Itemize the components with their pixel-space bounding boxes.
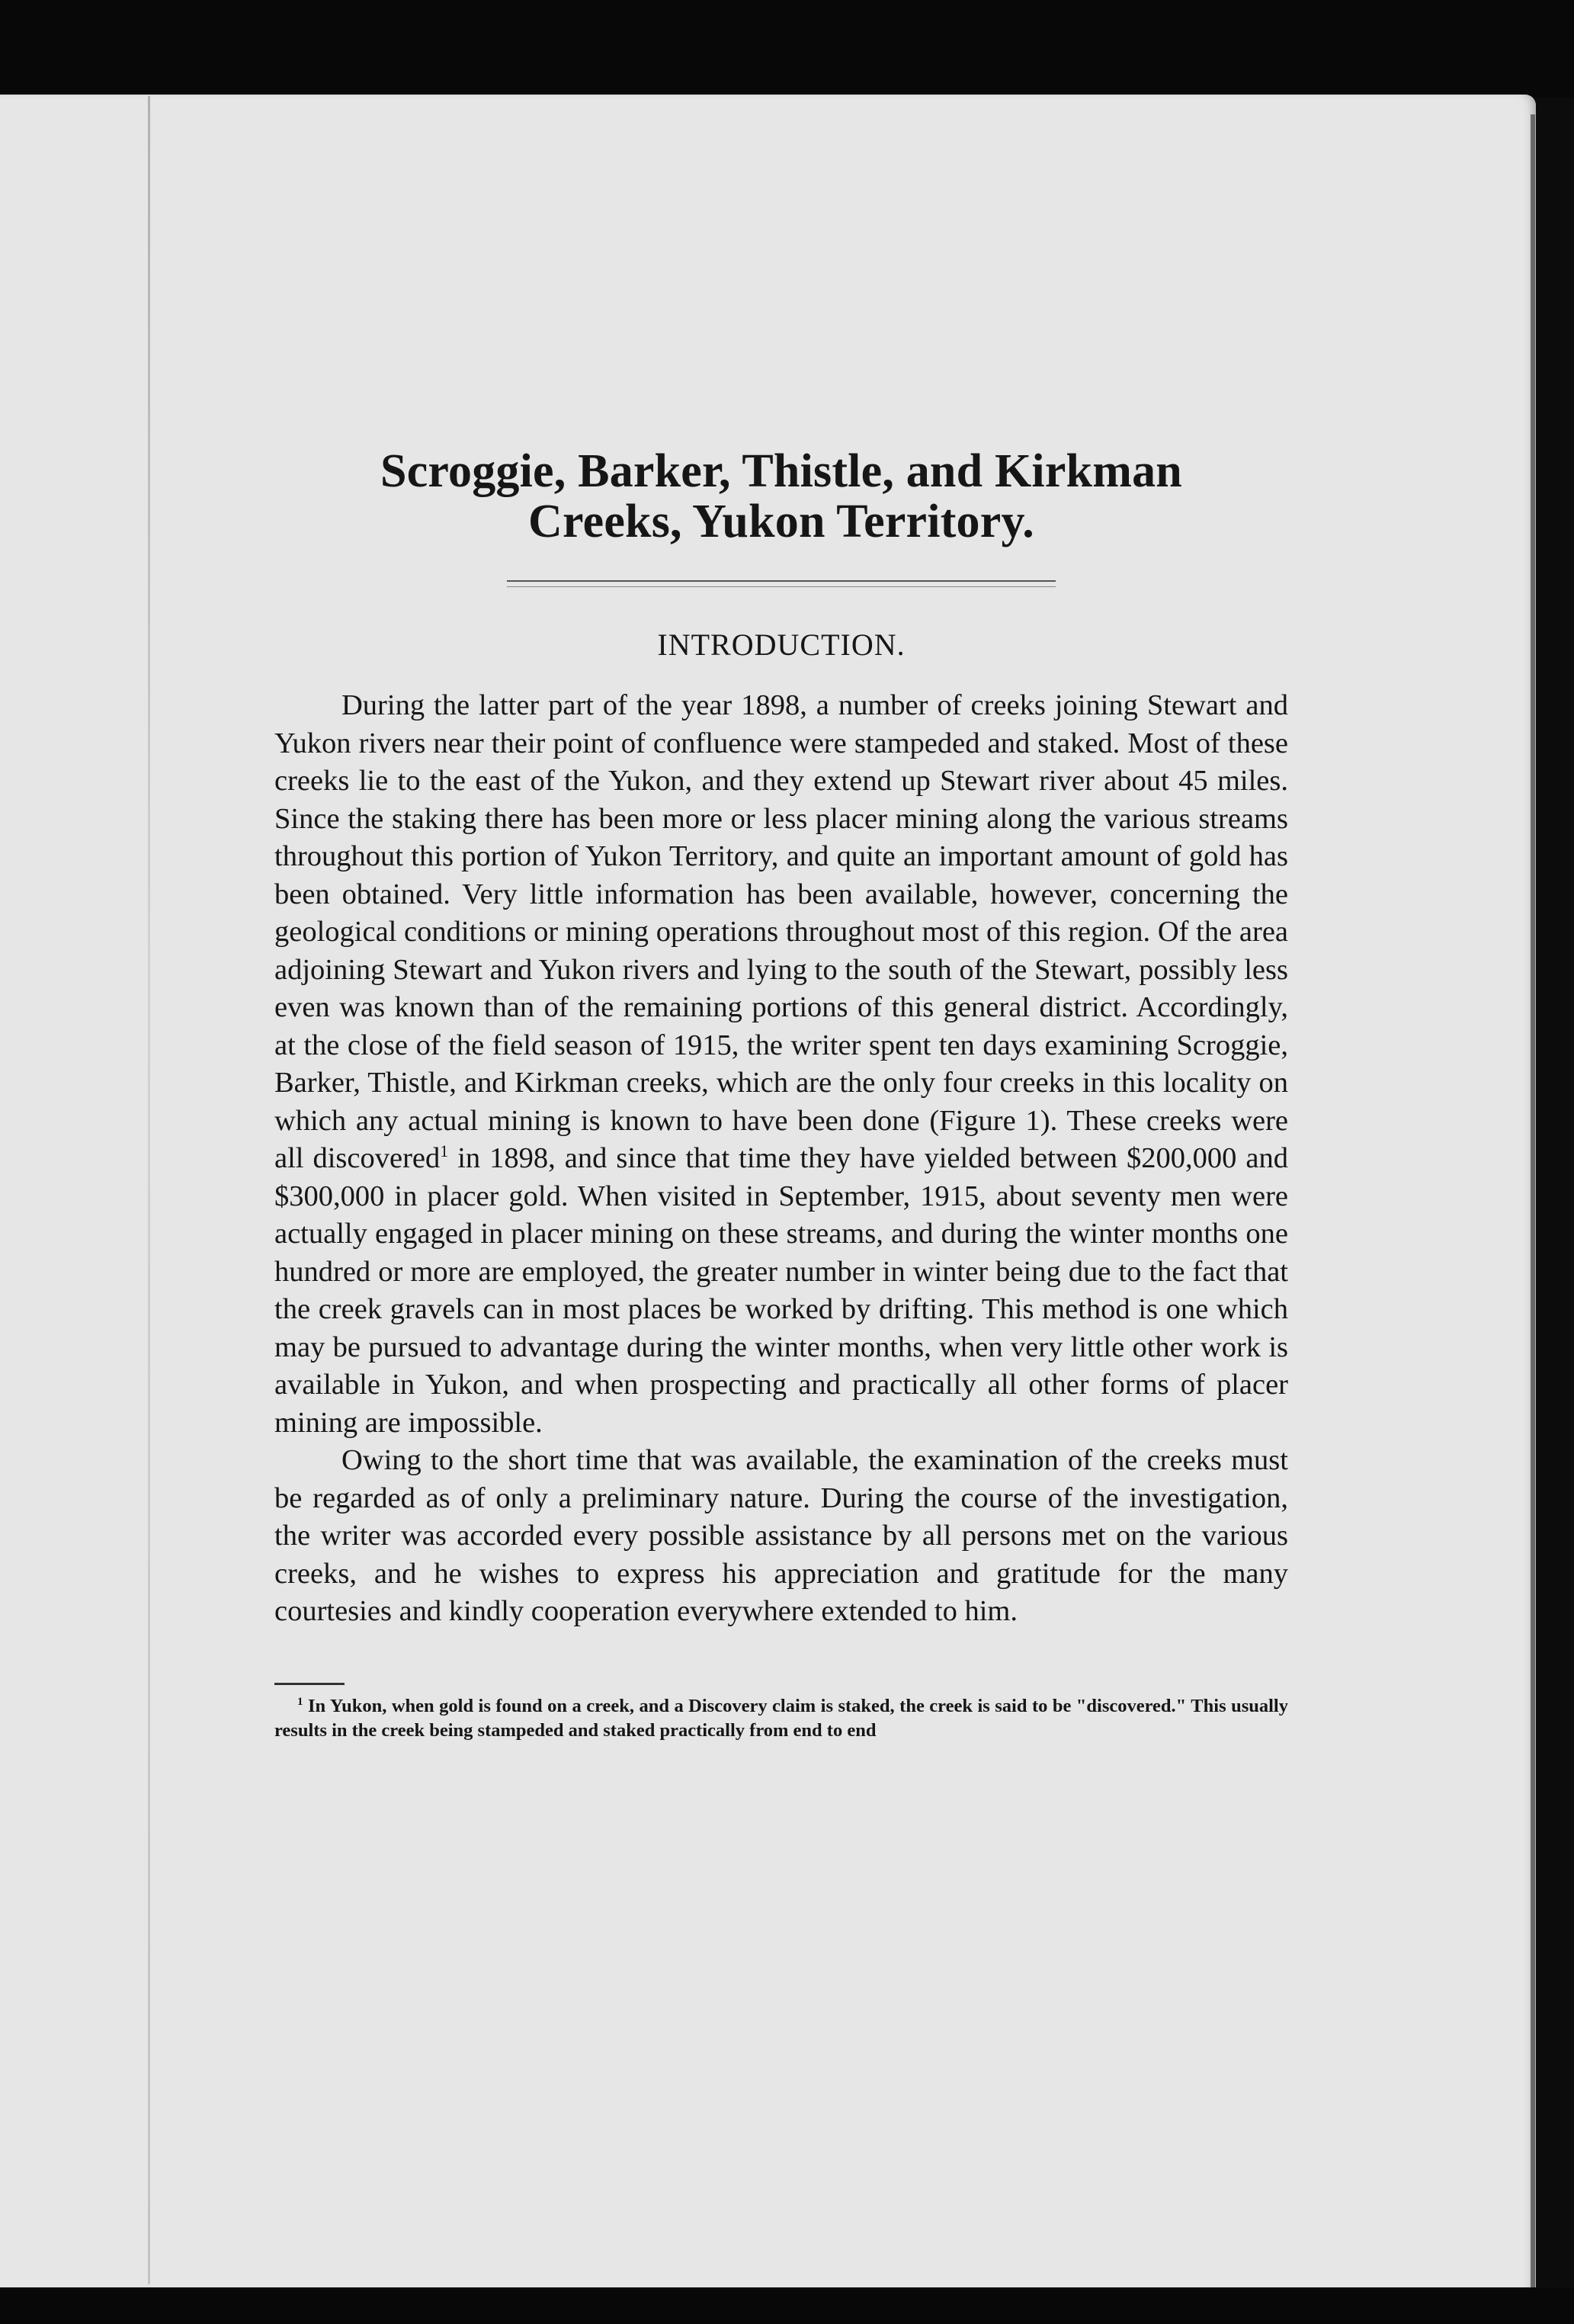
paragraph-2: Owing to the short time that was available, the examination of the creeks must be regarded as of only a preliminary nature. During the course of the investigation, the writer was accorded every possible assistance by all persons met on the various creeks, and he wishes to express his appreciation and gratitude for the many courtesies and kindly cooperation everywhere extended to him. <box>274 1444 1288 1627</box>
title-divider <box>507 580 1056 587</box>
title-line-2: Creeks, Yukon Territory. <box>528 496 1034 547</box>
paragraph-1-text-a: During the latter part of the year 1898, a number of creeks joining Stewart and Yukon rivers near their point of confluence were stampeded and staked. Most of these creeks lie to the east of the Yukon, and they extend up Stewart river about 45 miles. Since the staking there has been more or less placer mining along the various streams throughout this portion of Yukon Territory, and quite an important amount of gold has been obtained. Very little information has been available, however, concerning the geological conditions or mining operations throughout most of this region. Of the area adjoining Stewart and Yukon rivers and lying to the south of the Stewart, possibly less even was known than of the remaining portions of this general district. Accordingly, at the close of the field season of 1915, the writer spent ten days examining Scroggie, Barker, Thistle, and Kirkman creeks, which are the only four creeks in this locality on which any actual mining is known to have been done (Figure 1). These creeks were all discovered <box>274 689 1288 1174</box>
footnote-number: 1 <box>297 1695 303 1708</box>
paragraph-1 <box>274 687 1288 1442</box>
footnote <box>274 1694 1288 1743</box>
footnote-reference: 1 <box>440 1141 449 1161</box>
footnote-text: In Yukon, when gold is found on a creek, and a Discovery claim is staked, the creek is said to be "discovered." This usually results in the creek being stampeded and staked practically from end to end <box>274 1695 1288 1741</box>
scan-border-bottom <box>0 2287 1574 2324</box>
page-right-edge <box>1531 114 1535 2287</box>
footnote-divider <box>274 1683 345 1685</box>
page-gutter-line <box>148 96 150 2284</box>
title-line-1: Scroggie, Barker, Thistle, and Kirkman <box>380 445 1182 497</box>
section-heading: INTRODUCTION. <box>657 628 906 662</box>
page-content <box>274 446 1288 1743</box>
document-title <box>274 446 1288 547</box>
scan-border-top <box>0 0 1574 98</box>
paragraph-1-text-b: in 1898, and since that time they have yielded between $200,000 and $300,000 in placer gold. When visited in September, 1915, about seventy men were actually engaged in placer mining on these streams, and during the winter months one hundred or more are employed, the greater number in winter being due to the fact that the creek gravels can in most places be worked by drifting. This method is one which may be pursued to advantage during the winter months, when very little other work is available in Yukon, and when prospecting and practically all other forms of placer mining are impossible. <box>274 1142 1288 1439</box>
